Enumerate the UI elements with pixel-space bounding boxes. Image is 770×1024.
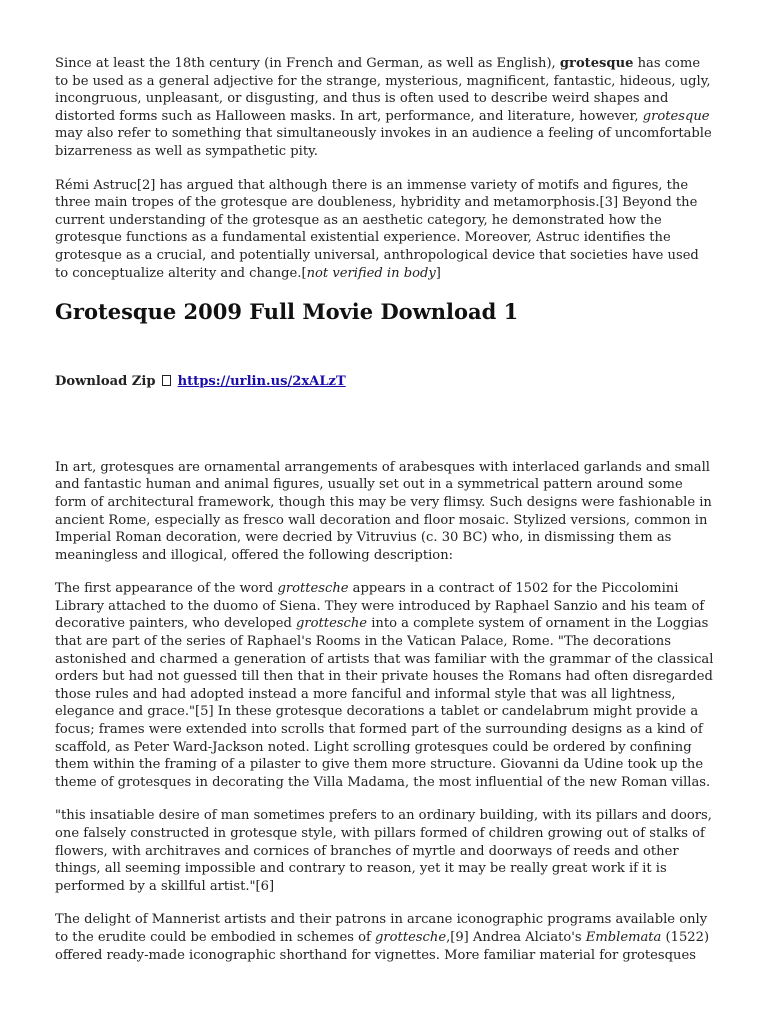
- bold-term: grotesque: [559, 56, 634, 71]
- italic-term: grottesche: [296, 616, 368, 632]
- text-span: into a complete system of ornament in the Loggias that are part of the series of Raphael's Rooms in the Vatican Palace, Rome. "The decorations astonished and charmed a generation of artists that was familiar with the grammar of the classical orders but had not guessed till then that in their private houses the Romans had often disregarded those rules and had adopted instead a more fanciful and informal style that was all lightness, elegance and grace."[5] In these grotesque decorations a tablet or candelabrum might provide a focus; frames were extended into scrolls that formed part of the surrounding designs as a kind of scaffold, as Peter Ward-Jackson noted. Light scrolling grotesques could be ordered by confining them within the framing of a pilaster to give them more structure. Giovanni da Udine took up the theme of grotesques in decorating the Villa Madama, the most influential of the new Roman villas.: [55, 616, 714, 790]
- download-label: Download Zip: [55, 374, 156, 390]
- text-span: (1522) offered ready-made iconographic shorthand for vignettes. More familiar material for grotesques: [55, 929, 710, 963]
- download-link[interactable]: https://urlin.us/2xALzT: [177, 374, 346, 390]
- italic-note: not verified in body: [306, 265, 436, 281]
- text-span: ,[9] Andrea Alciato's: [446, 929, 586, 945]
- paragraph-first-appearance: [55, 580, 715, 791]
- text-span: The delight of Mannerist artists and their patrons in arcane iconographic programs available only to the erudite could be embodied in schemes of: [55, 912, 708, 945]
- text-span: Since at least the 18th century (in French and German, as well as English),: [55, 56, 560, 71]
- italic-term: grottesche: [375, 929, 447, 945]
- text-span: appears in a contract of 1502 for the Piccolomini Library attached to the duomo of Siena. They were introduced by Raphael Sanzio and his team of decorative painters, who developed: [55, 581, 705, 632]
- italic-term: Emblemata: [585, 929, 662, 945]
- text-span: has come to be used as a general adjective for the strange, mysterious, magnificent, fantastic, hideous, ugly, incongruous, unpleasant, or disgusting, and thus is often used to describe weird shapes and distorted forms such as Halloween masks. In art, performance, and literature, however,: [55, 56, 711, 124]
- page-title: Grotesque 2009 Full Movie Download 1: [55, 299, 519, 325]
- text-span: ]: [435, 265, 441, 281]
- italic-term: grottesche: [277, 581, 349, 597]
- download-line: [55, 373, 715, 391]
- text-span: The first appearance of the word: [55, 581, 278, 597]
- article-body: [55, 55, 715, 964]
- paragraph-art: In art, grotesques are ornamental arrangements of arabesques with interlaced garlands and small and fantastic human and animal figures, usually set out in a symmetrical pattern around some form of architectural framework, though this may be very flimsy. Such designs were fashionable in ancient Rome, especially as fresco wall decoration and floor mosaic. Stylized versions, common in Imperial Roman decoration, were decried by Vitruvius (c. 30 BC) who, in dismissing them as meaningless and illogical, offered the following description:: [55, 459, 712, 563]
- italic-term: grotesque: [642, 108, 710, 124]
- text-span: may also refer to something that simultaneously invokes in an audience a feeling of uncomfortable bizarreness as well as sympathetic pity.: [55, 126, 712, 159]
- text-span: Rémi Astruc[2] has argued that although there is an immense variety of motifs and figures, the three main tropes of the grotesque are doubleness, hybridity and metamorphosis.[3] Beyond the current understanding of the grotesque as an aesthetic category, he demonstrated how the grotesque functions as a fundamental existential experience. Moreover, Astruc identifies the grotesque as a crucial, and potentially universal, anthropological device that societies have used to conceptualize alterity and change.[: [55, 177, 699, 281]
- missing-glyph-icon: [162, 375, 171, 386]
- paragraph-astruc: [55, 177, 715, 283]
- paragraph-intro: [55, 55, 715, 161]
- paragraph-quote: "this insatiable desire of man sometimes prefers to an ordinary building, with its pillars and doors, one falsely constructed in grotesque style, with pillars formed of children growing out of stalks of flowers, with architraves and cornices of branches of myrtle and doorways of reeds and other things, all seeming impossible and contrary to reason, yet it may be really great work if it is performed by a skillful artist."[6]: [55, 808, 712, 894]
- paragraph-mannerist: [55, 911, 715, 964]
